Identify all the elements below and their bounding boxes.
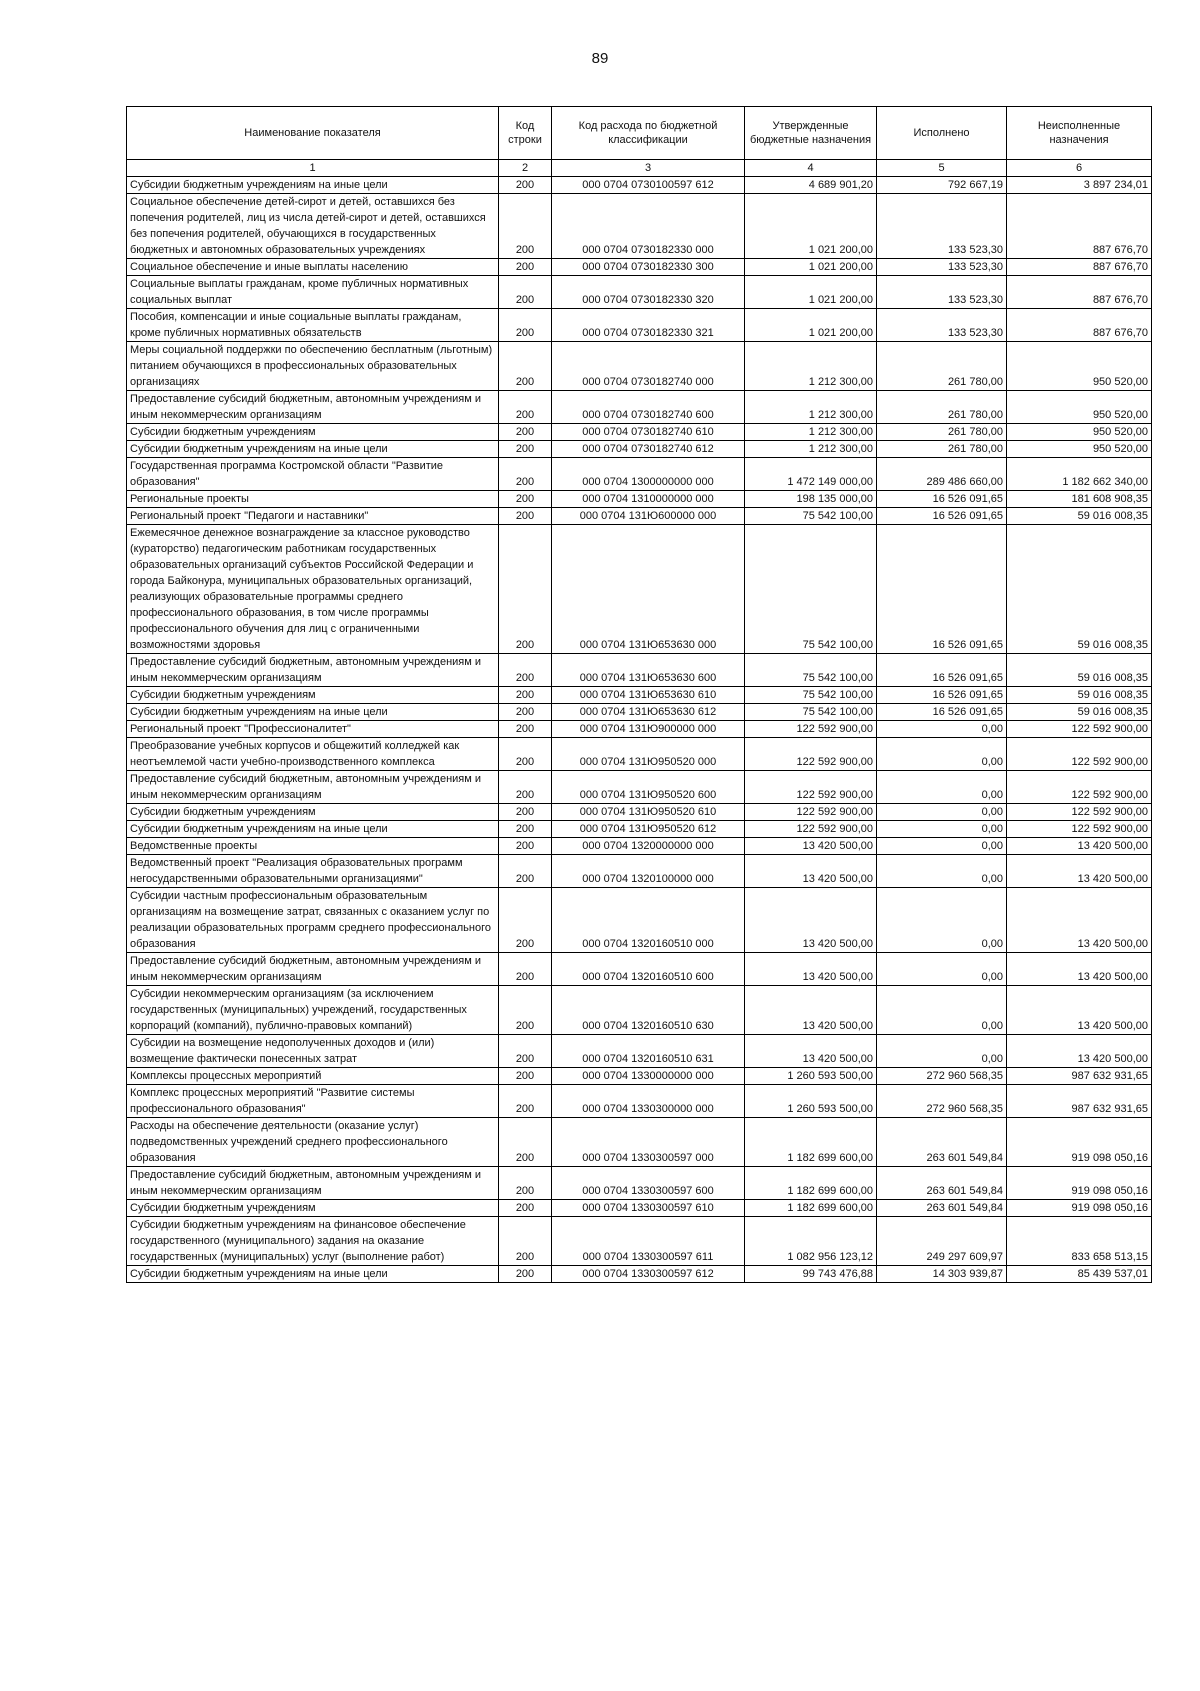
row-unexecuted: 919 098 050,16	[1007, 1118, 1152, 1167]
row-name: Субсидии бюджетным учреждениям	[127, 424, 499, 441]
row-executed: 249 297 609,97	[877, 1217, 1007, 1266]
row-name: Ведомственные проекты	[127, 838, 499, 855]
row-approved: 1 212 300,00	[745, 391, 877, 424]
row-executed: 14 303 939,87	[877, 1266, 1007, 1283]
row-classification-code: 000 0704 131Ю900000 000	[552, 721, 745, 738]
row-unexecuted: 919 098 050,16	[1007, 1200, 1152, 1217]
row-unexecuted: 122 592 900,00	[1007, 738, 1152, 771]
row-classification-code: 000 0704 131Ю653630 600	[552, 654, 745, 687]
row-name: Субсидии частным профессиональным образовательным организациям на возмещение затрат, связанных с оказанием услуг по реализации образовательных программ среднего профессионального образования	[127, 888, 499, 953]
row-approved: 75 542 100,00	[745, 508, 877, 525]
row-executed: 0,00	[877, 953, 1007, 986]
row-name: Субсидии бюджетным учреждениям на финансовое обеспечение государственного (муниципального) задания на оказание государственных (муниципальных) услуг (выполнение работ)	[127, 1217, 499, 1266]
row-approved: 1 182 699 600,00	[745, 1200, 877, 1217]
row-line-code: 200	[499, 687, 552, 704]
row-name: Субсидии на возмещение недополученных доходов и (или) возмещение фактически понесенных затрат	[127, 1035, 499, 1068]
row-name: Субсидии бюджетным учреждениям на иные цели	[127, 1266, 499, 1283]
row-unexecuted: 887 676,70	[1007, 194, 1152, 259]
row-unexecuted: 13 420 500,00	[1007, 953, 1152, 986]
row-line-code: 200	[499, 177, 552, 194]
row-executed: 0,00	[877, 804, 1007, 821]
table-row	[127, 441, 1152, 458]
row-approved: 4 689 901,20	[745, 177, 877, 194]
table-row	[127, 888, 1152, 953]
table-row	[127, 986, 1152, 1035]
row-name: Ежемесячное денежное вознаграждение за классное руководство (кураторство) педагогическим работникам государственных образовательных организаций субъектов Российской Федерации и города Байконура, муниципальных образовательных организаций, реализующих образовательные программы среднего профессионального образования, в том числе программы профессионального обучения для лиц с ограниченными возможностями здоровья	[127, 525, 499, 654]
table-row	[127, 1085, 1152, 1118]
row-executed: 0,00	[877, 738, 1007, 771]
column-number-row	[127, 160, 1152, 177]
row-classification-code: 000 0704 1330300597 000	[552, 1118, 745, 1167]
row-classification-code: 000 0704 131Ю653630 612	[552, 704, 745, 721]
row-unexecuted: 887 676,70	[1007, 276, 1152, 309]
row-unexecuted: 887 676,70	[1007, 259, 1152, 276]
header-indicator-name: Наименование показателя	[127, 107, 499, 160]
table-row	[127, 177, 1152, 194]
row-classification-code: 000 0704 131Ю950520 610	[552, 804, 745, 821]
row-classification-code: 000 0704 131Ю950520 600	[552, 771, 745, 804]
row-classification-code: 000 0704 0730182330 320	[552, 276, 745, 309]
row-classification-code: 000 0704 131Ю653630 000	[552, 525, 745, 654]
row-name: Социальное обеспечение детей-сирот и детей, оставшихся без попечения родителей, лиц из числа детей-сирот и детей, оставшихся без попечения родителей, обучающихся в государственных бюджетных и автономных образовательных учреждениях	[127, 194, 499, 259]
row-line-code: 200	[499, 1266, 552, 1283]
row-classification-code: 000 0704 0730182740 000	[552, 342, 745, 391]
row-unexecuted: 122 592 900,00	[1007, 804, 1152, 821]
row-executed: 263 601 549,84	[877, 1167, 1007, 1200]
row-line-code: 200	[499, 441, 552, 458]
row-name: Ведомственный проект "Реализация образовательных программ негосударственными образовательными организациями"	[127, 855, 499, 888]
table-row	[127, 654, 1152, 687]
row-classification-code: 000 0704 0730182740 612	[552, 441, 745, 458]
row-executed: 16 526 091,65	[877, 525, 1007, 654]
row-classification-code: 000 0704 131Ю950520 000	[552, 738, 745, 771]
row-executed: 0,00	[877, 821, 1007, 838]
table-row	[127, 1068, 1152, 1085]
row-approved: 1 260 593 500,00	[745, 1085, 877, 1118]
header-classification-code: Код расхода по бюджетной классификации	[552, 107, 745, 160]
row-name: Комплекс процессных мероприятий "Развитие системы профессионального образования"	[127, 1085, 499, 1118]
row-approved: 75 542 100,00	[745, 687, 877, 704]
row-approved: 75 542 100,00	[745, 654, 877, 687]
table-row	[127, 804, 1152, 821]
row-unexecuted: 122 592 900,00	[1007, 771, 1152, 804]
row-unexecuted: 1 182 662 340,00	[1007, 458, 1152, 491]
row-line-code: 200	[499, 704, 552, 721]
row-classification-code: 000 0704 1320000000 000	[552, 838, 745, 855]
table-row	[127, 838, 1152, 855]
row-line-code: 200	[499, 391, 552, 424]
row-unexecuted: 59 016 008,35	[1007, 687, 1152, 704]
row-line-code: 200	[499, 654, 552, 687]
row-unexecuted: 887 676,70	[1007, 309, 1152, 342]
column-number: 3	[552, 160, 745, 177]
row-executed: 0,00	[877, 888, 1007, 953]
table-row	[127, 687, 1152, 704]
row-classification-code: 000 0704 1320100000 000	[552, 855, 745, 888]
row-executed: 0,00	[877, 855, 1007, 888]
table-row	[127, 525, 1152, 654]
row-unexecuted: 3 897 234,01	[1007, 177, 1152, 194]
table-row	[127, 1217, 1152, 1266]
row-name: Предоставление субсидий бюджетным, автономным учреждениям и иным некоммерческим организациям	[127, 953, 499, 986]
row-line-code: 200	[499, 986, 552, 1035]
table-row	[127, 1118, 1152, 1167]
budget-execution-table	[126, 106, 1152, 1283]
row-classification-code: 000 0704 1320160510 000	[552, 888, 745, 953]
row-executed: 0,00	[877, 1035, 1007, 1068]
row-unexecuted: 950 520,00	[1007, 441, 1152, 458]
row-line-code: 200	[499, 721, 552, 738]
column-number: 2	[499, 160, 552, 177]
row-name: Субсидии бюджетным учреждениям на иные цели	[127, 177, 499, 194]
row-executed: 272 960 568,35	[877, 1068, 1007, 1085]
row-approved: 13 420 500,00	[745, 1035, 877, 1068]
row-classification-code: 000 0704 131Ю600000 000	[552, 508, 745, 525]
row-approved: 75 542 100,00	[745, 525, 877, 654]
table-body	[127, 177, 1152, 1283]
row-line-code: 200	[499, 1035, 552, 1068]
row-executed: 133 523,30	[877, 309, 1007, 342]
row-approved: 122 592 900,00	[745, 804, 877, 821]
row-approved: 13 420 500,00	[745, 838, 877, 855]
row-line-code: 200	[499, 1118, 552, 1167]
row-classification-code: 000 0704 1330300597 610	[552, 1200, 745, 1217]
row-executed: 263 601 549,84	[877, 1200, 1007, 1217]
table-row	[127, 458, 1152, 491]
row-executed: 289 486 660,00	[877, 458, 1007, 491]
row-executed: 261 780,00	[877, 342, 1007, 391]
row-approved: 198 135 000,00	[745, 491, 877, 508]
row-approved: 122 592 900,00	[745, 771, 877, 804]
row-line-code: 200	[499, 508, 552, 525]
row-unexecuted: 13 420 500,00	[1007, 855, 1152, 888]
row-name: Предоставление субсидий бюджетным, автономным учреждениям и иным некоммерческим организациям	[127, 771, 499, 804]
table-row	[127, 771, 1152, 804]
row-line-code: 200	[499, 342, 552, 391]
row-classification-code: 000 0704 1330300000 000	[552, 1085, 745, 1118]
row-line-code: 200	[499, 458, 552, 491]
table-row	[127, 508, 1152, 525]
row-approved: 13 420 500,00	[745, 953, 877, 986]
table-row	[127, 1266, 1152, 1283]
row-unexecuted: 13 420 500,00	[1007, 888, 1152, 953]
row-classification-code: 000 0704 1320160510 631	[552, 1035, 745, 1068]
row-line-code: 200	[499, 821, 552, 838]
table-row	[127, 391, 1152, 424]
row-unexecuted: 59 016 008,35	[1007, 525, 1152, 654]
row-approved: 1 021 200,00	[745, 309, 877, 342]
row-unexecuted: 122 592 900,00	[1007, 721, 1152, 738]
row-approved: 1 212 300,00	[745, 342, 877, 391]
row-name: Региональный проект "Педагоги и наставники"	[127, 508, 499, 525]
row-line-code: 200	[499, 1167, 552, 1200]
row-approved: 122 592 900,00	[745, 738, 877, 771]
row-name: Социальное обеспечение и иные выплаты населению	[127, 259, 499, 276]
row-unexecuted: 950 520,00	[1007, 391, 1152, 424]
row-unexecuted: 13 420 500,00	[1007, 838, 1152, 855]
row-name: Субсидии бюджетным учреждениям	[127, 1200, 499, 1217]
row-classification-code: 000 0704 0730182740 610	[552, 424, 745, 441]
column-number: 4	[745, 160, 877, 177]
row-executed: 16 526 091,65	[877, 704, 1007, 721]
row-name: Расходы на обеспечение деятельности (оказание услуг) подведомственных учреждений среднего профессионального образования	[127, 1118, 499, 1167]
row-approved: 1 472 149 000,00	[745, 458, 877, 491]
row-name: Субсидии некоммерческим организациям (за исключением государственных (муниципальных) учреждений, государственных корпораций (компаний), публично-правовых компаний)	[127, 986, 499, 1035]
row-name: Региональные проекты	[127, 491, 499, 508]
row-line-code: 200	[499, 1217, 552, 1266]
row-unexecuted: 833 658 513,15	[1007, 1217, 1152, 1266]
row-approved: 1 182 699 600,00	[745, 1167, 877, 1200]
row-executed: 16 526 091,65	[877, 687, 1007, 704]
row-classification-code: 000 0704 0730182330 321	[552, 309, 745, 342]
row-executed: 16 526 091,65	[877, 654, 1007, 687]
row-unexecuted: 59 016 008,35	[1007, 508, 1152, 525]
row-executed: 0,00	[877, 721, 1007, 738]
row-line-code: 200	[499, 491, 552, 508]
row-classification-code: 000 0704 1330300597 611	[552, 1217, 745, 1266]
row-line-code: 200	[499, 259, 552, 276]
row-executed: 0,00	[877, 986, 1007, 1035]
row-name: Меры социальной поддержки по обеспечению бесплатным (льготным) питанием обучающихся в профессиональных образовательных организациях	[127, 342, 499, 391]
row-classification-code: 000 0704 1330300597 612	[552, 1266, 745, 1283]
table-row	[127, 721, 1152, 738]
row-unexecuted: 13 420 500,00	[1007, 1035, 1152, 1068]
row-name: Комплексы процессных мероприятий	[127, 1068, 499, 1085]
row-approved: 13 420 500,00	[745, 855, 877, 888]
row-executed: 133 523,30	[877, 276, 1007, 309]
table-row	[127, 309, 1152, 342]
table-row	[127, 1035, 1152, 1068]
row-unexecuted: 13 420 500,00	[1007, 986, 1152, 1035]
row-line-code: 200	[499, 855, 552, 888]
table-row	[127, 1167, 1152, 1200]
row-executed: 261 780,00	[877, 441, 1007, 458]
table-header-row	[127, 107, 1152, 160]
row-line-code: 200	[499, 738, 552, 771]
row-approved: 1 212 300,00	[745, 424, 877, 441]
row-line-code: 200	[499, 525, 552, 654]
row-classification-code: 000 0704 131Ю653630 610	[552, 687, 745, 704]
row-line-code: 200	[499, 1068, 552, 1085]
row-name: Региональный проект "Профессионалитет"	[127, 721, 499, 738]
row-executed: 272 960 568,35	[877, 1085, 1007, 1118]
header-line-code: Код строки	[499, 107, 552, 160]
header-approved: Утвержденные бюджетные назначения	[745, 107, 877, 160]
row-line-code: 200	[499, 1085, 552, 1118]
row-unexecuted: 950 520,00	[1007, 424, 1152, 441]
row-unexecuted: 950 520,00	[1007, 342, 1152, 391]
row-unexecuted: 59 016 008,35	[1007, 704, 1152, 721]
row-approved: 122 592 900,00	[745, 721, 877, 738]
row-executed: 261 780,00	[877, 424, 1007, 441]
row-name: Субсидии бюджетным учреждениям	[127, 804, 499, 821]
row-classification-code: 000 0704 0730182740 600	[552, 391, 745, 424]
row-line-code: 200	[499, 771, 552, 804]
row-name: Социальные выплаты гражданам, кроме публичных нормативных социальных выплат	[127, 276, 499, 309]
row-executed: 16 526 091,65	[877, 508, 1007, 525]
table-row	[127, 276, 1152, 309]
row-unexecuted: 59 016 008,35	[1007, 654, 1152, 687]
row-name: Субсидии бюджетным учреждениям	[127, 687, 499, 704]
row-approved: 122 592 900,00	[745, 821, 877, 838]
row-approved: 75 542 100,00	[745, 704, 877, 721]
row-name: Преобразование учебных корпусов и общежитий колледжей как неотъемлемой части учебно-производственного комплекса	[127, 738, 499, 771]
page-number: 89	[591, 50, 609, 67]
row-unexecuted: 181 608 908,35	[1007, 491, 1152, 508]
row-executed: 263 601 549,84	[877, 1118, 1007, 1167]
row-approved: 1 260 593 500,00	[745, 1068, 877, 1085]
row-classification-code: 000 0704 0730182330 300	[552, 259, 745, 276]
row-line-code: 200	[499, 888, 552, 953]
table-row	[127, 855, 1152, 888]
table-row	[127, 342, 1152, 391]
header-executed: Исполнено	[877, 107, 1007, 160]
row-name: Субсидии бюджетным учреждениям на иные цели	[127, 821, 499, 838]
row-line-code: 200	[499, 953, 552, 986]
table-row	[127, 491, 1152, 508]
row-name: Предоставление субсидий бюджетным, автономным учреждениям и иным некоммерческим организациям	[127, 1167, 499, 1200]
row-unexecuted: 919 098 050,16	[1007, 1167, 1152, 1200]
row-line-code: 200	[499, 276, 552, 309]
row-classification-code: 000 0704 0730100597 612	[552, 177, 745, 194]
row-name: Предоставление субсидий бюджетным, автономным учреждениям и иным некоммерческим организациям	[127, 654, 499, 687]
row-classification-code: 000 0704 131Ю950520 612	[552, 821, 745, 838]
row-approved: 13 420 500,00	[745, 888, 877, 953]
table-row	[127, 821, 1152, 838]
table-row	[127, 704, 1152, 721]
row-executed: 0,00	[877, 838, 1007, 855]
row-line-code: 200	[499, 194, 552, 259]
row-name: Пособия, компенсации и иные социальные выплаты гражданам, кроме публичных нормативных обязательств	[127, 309, 499, 342]
table-row	[127, 1200, 1152, 1217]
table-row	[127, 953, 1152, 986]
header-unexecuted: Неисполненные назначения	[1007, 107, 1152, 160]
row-executed: 133 523,30	[877, 194, 1007, 259]
row-approved: 1 082 956 123,12	[745, 1217, 877, 1266]
row-executed: 792 667,19	[877, 177, 1007, 194]
table-row	[127, 259, 1152, 276]
row-unexecuted: 85 439 537,01	[1007, 1266, 1152, 1283]
column-number: 5	[877, 160, 1007, 177]
row-approved: 1 182 699 600,00	[745, 1118, 877, 1167]
row-approved: 1 021 200,00	[745, 259, 877, 276]
row-line-code: 200	[499, 1200, 552, 1217]
row-executed: 16 526 091,65	[877, 491, 1007, 508]
row-classification-code: 000 0704 0730182330 000	[552, 194, 745, 259]
row-line-code: 200	[499, 424, 552, 441]
column-number: 1	[127, 160, 499, 177]
row-classification-code: 000 0704 1310000000 000	[552, 491, 745, 508]
row-name: Субсидии бюджетным учреждениям на иные цели	[127, 441, 499, 458]
row-name: Государственная программа Костромской области "Развитие образования"	[127, 458, 499, 491]
row-unexecuted: 122 592 900,00	[1007, 821, 1152, 838]
row-unexecuted: 987 632 931,65	[1007, 1085, 1152, 1118]
row-approved: 99 743 476,88	[745, 1266, 877, 1283]
table-row	[127, 738, 1152, 771]
row-classification-code: 000 0704 1320160510 630	[552, 986, 745, 1035]
row-unexecuted: 987 632 931,65	[1007, 1068, 1152, 1085]
row-classification-code: 000 0704 1330300597 600	[552, 1167, 745, 1200]
row-approved: 1 021 200,00	[745, 276, 877, 309]
row-classification-code: 000 0704 1320160510 600	[552, 953, 745, 986]
column-number: 6	[1007, 160, 1152, 177]
table-row	[127, 194, 1152, 259]
row-executed: 0,00	[877, 771, 1007, 804]
row-approved: 13 420 500,00	[745, 986, 877, 1035]
row-classification-code: 000 0704 1330000000 000	[552, 1068, 745, 1085]
row-approved: 1 212 300,00	[745, 441, 877, 458]
row-approved: 1 021 200,00	[745, 194, 877, 259]
table-row	[127, 424, 1152, 441]
row-executed: 261 780,00	[877, 391, 1007, 424]
row-line-code: 200	[499, 804, 552, 821]
row-name: Субсидии бюджетным учреждениям на иные цели	[127, 704, 499, 721]
row-executed: 133 523,30	[877, 259, 1007, 276]
row-classification-code: 000 0704 1300000000 000	[552, 458, 745, 491]
row-line-code: 200	[499, 309, 552, 342]
row-line-code: 200	[499, 838, 552, 855]
row-name: Предоставление субсидий бюджетным, автономным учреждениям и иным некоммерческим организациям	[127, 391, 499, 424]
